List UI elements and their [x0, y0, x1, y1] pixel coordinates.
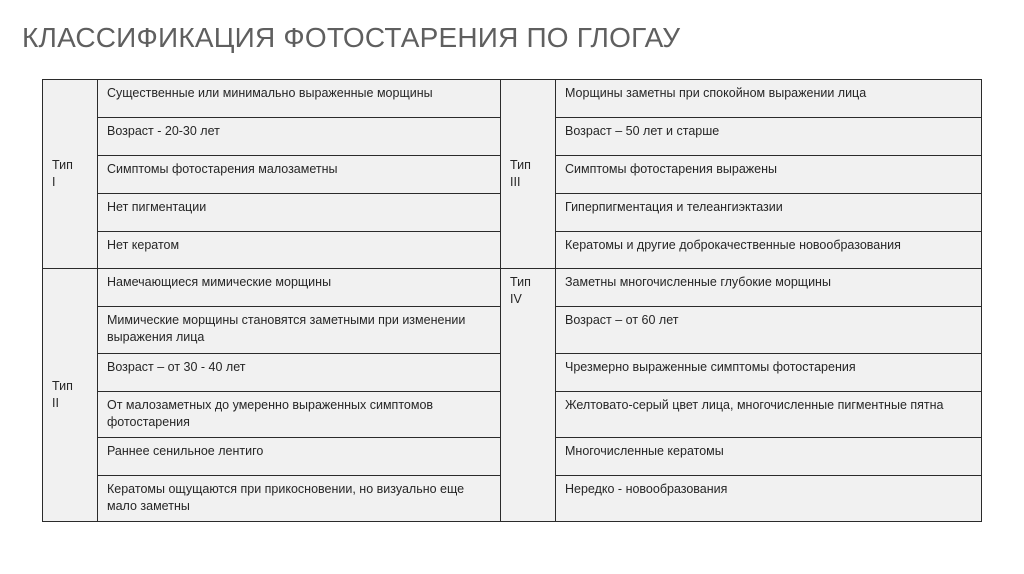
type-1-row-4: Нет пигментации — [98, 194, 501, 232]
type-1-row-1: Существенные или минимально выраженные морщины — [98, 80, 501, 118]
page-title: КЛАССИФИКАЦИЯ ФОТОСТАРЕНИЯ ПО ГЛОГАУ — [22, 22, 681, 53]
type-3-row-1: Морщины заметны при спокойном выражении лица — [556, 80, 982, 118]
type-3-label-cell — [501, 80, 556, 269]
type-1-row-2: Возраст - 20-30 лет — [98, 118, 501, 156]
type-4-row-2: Возраст – от 60 лет — [556, 307, 982, 353]
type-2-row-2: Мимические морщины становятся заметными при изменении выражения лица — [98, 307, 501, 353]
type-1-row-3: Симптомы фотостарения малозаметны — [98, 156, 501, 194]
type-4-row-3: Чрезмерно выраженные симптомы фотостарения — [556, 353, 982, 391]
type-3-row-4: Гиперпигментация и телеангиэктазии — [556, 194, 982, 232]
table-row — [43, 269, 982, 307]
type-2-label-cell — [43, 269, 98, 522]
type-2-row-3: Возраст – от 30 - 40 лет — [98, 353, 501, 391]
type-1-row-5: Нет кератом — [98, 232, 501, 269]
type-1-label: Тип I — [52, 158, 73, 190]
type-2-row-6: Кератомы ощущаются при прикосновении, но визуально еще мало заметны — [98, 475, 501, 521]
type-4-label-cell — [501, 269, 556, 522]
type-3-row-5: Кератомы и другие доброкачественные новообразования — [556, 232, 982, 269]
type-4-row-1: Заметны многочисленные глубокие морщины — [556, 269, 982, 307]
glogau-classification-table — [42, 79, 982, 522]
type-2-label: Тип II — [52, 379, 73, 411]
type-2-row-5: Раннее сенильное лентиго — [98, 437, 501, 475]
type-3-row-3: Симптомы фотостарения выражены — [556, 156, 982, 194]
type-3-label: Тип III — [510, 158, 531, 190]
type-3-row-2: Возраст – 50 лет и старше — [556, 118, 982, 156]
type-4-row-5: Многочисленные кератомы — [556, 437, 982, 475]
type-4-label: Тип IV — [510, 275, 531, 307]
type-4-row-4: Желтовато-серый цвет лица, многочисленные пигментные пятна — [556, 391, 982, 437]
type-1-label-cell — [43, 80, 98, 269]
type-4-row-6: Нередко - новообразования — [556, 475, 982, 521]
table-row — [43, 80, 982, 118]
type-2-row-4: От малозаметных до умеренно выраженных симптомов фотостарения — [98, 391, 501, 437]
type-2-row-1: Намечающиеся мимические морщины — [98, 269, 501, 307]
